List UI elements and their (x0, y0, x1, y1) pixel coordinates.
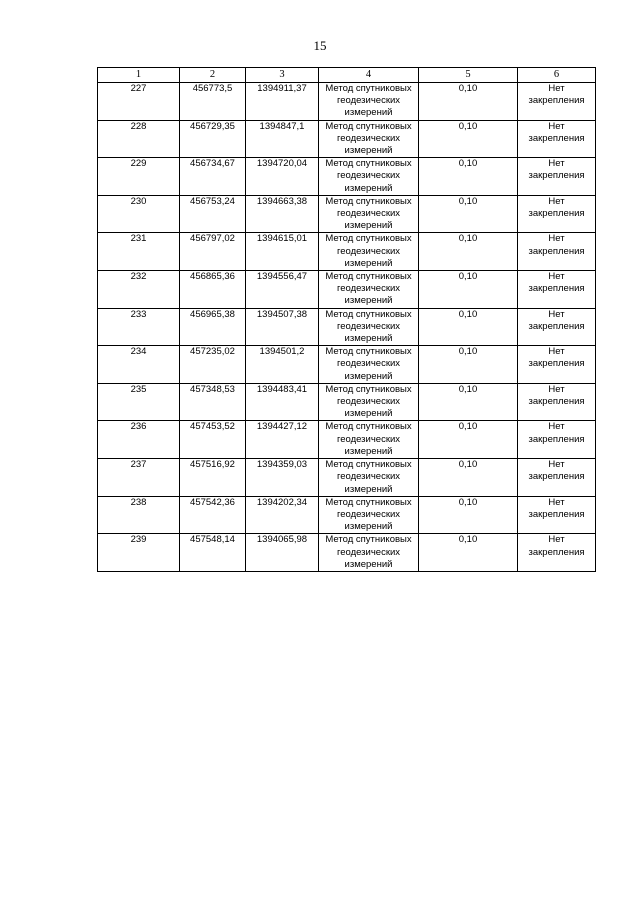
table-row (98, 421, 596, 459)
table-row (98, 534, 596, 572)
y-coordinate-cell: 1394359,03 (246, 459, 319, 497)
x-coordinate-cell: 456734,67 (180, 158, 246, 196)
x-coordinate-cell: 456865,36 (180, 271, 246, 309)
x-coordinate-cell: 457348,53 (180, 383, 246, 421)
table-row (98, 459, 596, 497)
accuracy-cell: 0,10 (419, 120, 518, 158)
header-cell: 6 (518, 68, 596, 83)
method-cell: Метод спутниковых геодезических измерений (319, 158, 419, 196)
y-coordinate-cell: 1394556,47 (246, 271, 319, 309)
y-coordinate-cell: 1394202,34 (246, 496, 319, 534)
accuracy-cell: 0,10 (419, 233, 518, 271)
header-cell: 2 (180, 68, 246, 83)
point-number-cell: 229 (98, 158, 180, 196)
table-row (98, 496, 596, 534)
fixing-cell: Нет закрепления (518, 83, 596, 121)
fixing-cell: Нет закрепления (518, 459, 596, 497)
accuracy-cell: 0,10 (419, 496, 518, 534)
page-number: 15 (313, 38, 327, 53)
table-row (98, 308, 596, 346)
y-coordinate-cell: 1394720,04 (246, 158, 319, 196)
fixing-cell: Нет закрепления (518, 120, 596, 158)
method-cell: Метод спутниковых геодезических измерений (319, 383, 419, 421)
method-cell: Метод спутниковых геодезических измерений (319, 233, 419, 271)
point-number-cell: 232 (98, 271, 180, 309)
header-cell: 1 (98, 68, 180, 83)
accuracy-cell: 0,10 (419, 271, 518, 309)
table-row (98, 271, 596, 309)
method-cell: Метод спутниковых геодезических измерений (319, 459, 419, 497)
table-row (98, 158, 596, 196)
accuracy-cell: 0,10 (419, 195, 518, 233)
fixing-cell: Нет закрепления (518, 346, 596, 384)
y-coordinate-cell: 1394427,12 (246, 421, 319, 459)
point-number-cell: 234 (98, 346, 180, 384)
header-cell: 3 (246, 68, 319, 83)
y-coordinate-cell: 1394065,98 (246, 534, 319, 572)
method-cell: Метод спутниковых геодезических измерений (319, 271, 419, 309)
y-coordinate-cell: 1394507,38 (246, 308, 319, 346)
fixing-cell: Нет закрепления (518, 496, 596, 534)
point-number-cell: 231 (98, 233, 180, 271)
table-row (98, 195, 596, 233)
accuracy-cell: 0,10 (419, 459, 518, 497)
accuracy-cell: 0,10 (419, 308, 518, 346)
x-coordinate-cell: 457235,02 (180, 346, 246, 384)
method-cell: Метод спутниковых геодезических измерений (319, 496, 419, 534)
accuracy-cell: 0,10 (419, 421, 518, 459)
x-coordinate-cell: 456965,38 (180, 308, 246, 346)
point-number-cell: 236 (98, 421, 180, 459)
table-row (98, 383, 596, 421)
x-coordinate-cell: 457548,14 (180, 534, 246, 572)
point-number-cell: 237 (98, 459, 180, 497)
y-coordinate-cell: 1394501,2 (246, 346, 319, 384)
fixing-cell: Нет закрепления (518, 421, 596, 459)
table-body (98, 83, 596, 572)
point-number-cell: 239 (98, 534, 180, 572)
fixing-cell: Нет закрепления (518, 233, 596, 271)
header-cell: 5 (419, 68, 518, 83)
y-coordinate-cell: 1394615,01 (246, 233, 319, 271)
x-coordinate-cell: 456729,35 (180, 120, 246, 158)
accuracy-cell: 0,10 (419, 534, 518, 572)
fixing-cell: Нет закрепления (518, 158, 596, 196)
y-coordinate-cell: 1394663,38 (246, 195, 319, 233)
y-coordinate-cell: 1394483,41 (246, 383, 319, 421)
point-number-cell: 230 (98, 195, 180, 233)
method-cell: Метод спутниковых геодезических измерений (319, 421, 419, 459)
point-number-cell: 227 (98, 83, 180, 121)
header-cell: 4 (319, 68, 419, 83)
method-cell: Метод спутниковых геодезических измерений (319, 346, 419, 384)
fixing-cell: Нет закрепления (518, 308, 596, 346)
point-number-cell: 228 (98, 120, 180, 158)
table-row (98, 346, 596, 384)
accuracy-cell: 0,10 (419, 346, 518, 384)
x-coordinate-cell: 457516,92 (180, 459, 246, 497)
table-row (98, 233, 596, 271)
x-coordinate-cell: 456753,24 (180, 195, 246, 233)
x-coordinate-cell: 457453,52 (180, 421, 246, 459)
table-row (98, 120, 596, 158)
point-number-cell: 233 (98, 308, 180, 346)
method-cell: Метод спутниковых геодезических измерений (319, 120, 419, 158)
table-header (98, 68, 596, 83)
y-coordinate-cell: 1394911,37 (246, 83, 319, 121)
x-coordinate-cell: 456773,5 (180, 83, 246, 121)
fixing-cell: Нет закрепления (518, 534, 596, 572)
method-cell: Метод спутниковых геодезических измерений (319, 534, 419, 572)
fixing-cell: Нет закрепления (518, 195, 596, 233)
method-cell: Метод спутниковых геодезических измерений (319, 83, 419, 121)
coordinates-table (97, 67, 596, 572)
accuracy-cell: 0,10 (419, 383, 518, 421)
point-number-cell: 238 (98, 496, 180, 534)
x-coordinate-cell: 457542,36 (180, 496, 246, 534)
table-row (98, 83, 596, 121)
method-cell: Метод спутниковых геодезических измерений (319, 308, 419, 346)
header-row (98, 68, 596, 83)
fixing-cell: Нет закрепления (518, 271, 596, 309)
x-coordinate-cell: 456797,02 (180, 233, 246, 271)
y-coordinate-cell: 1394847,1 (246, 120, 319, 158)
point-number-cell: 235 (98, 383, 180, 421)
accuracy-cell: 0,10 (419, 158, 518, 196)
fixing-cell: Нет закрепления (518, 383, 596, 421)
method-cell: Метод спутниковых геодезических измерений (319, 195, 419, 233)
accuracy-cell: 0,10 (419, 83, 518, 121)
